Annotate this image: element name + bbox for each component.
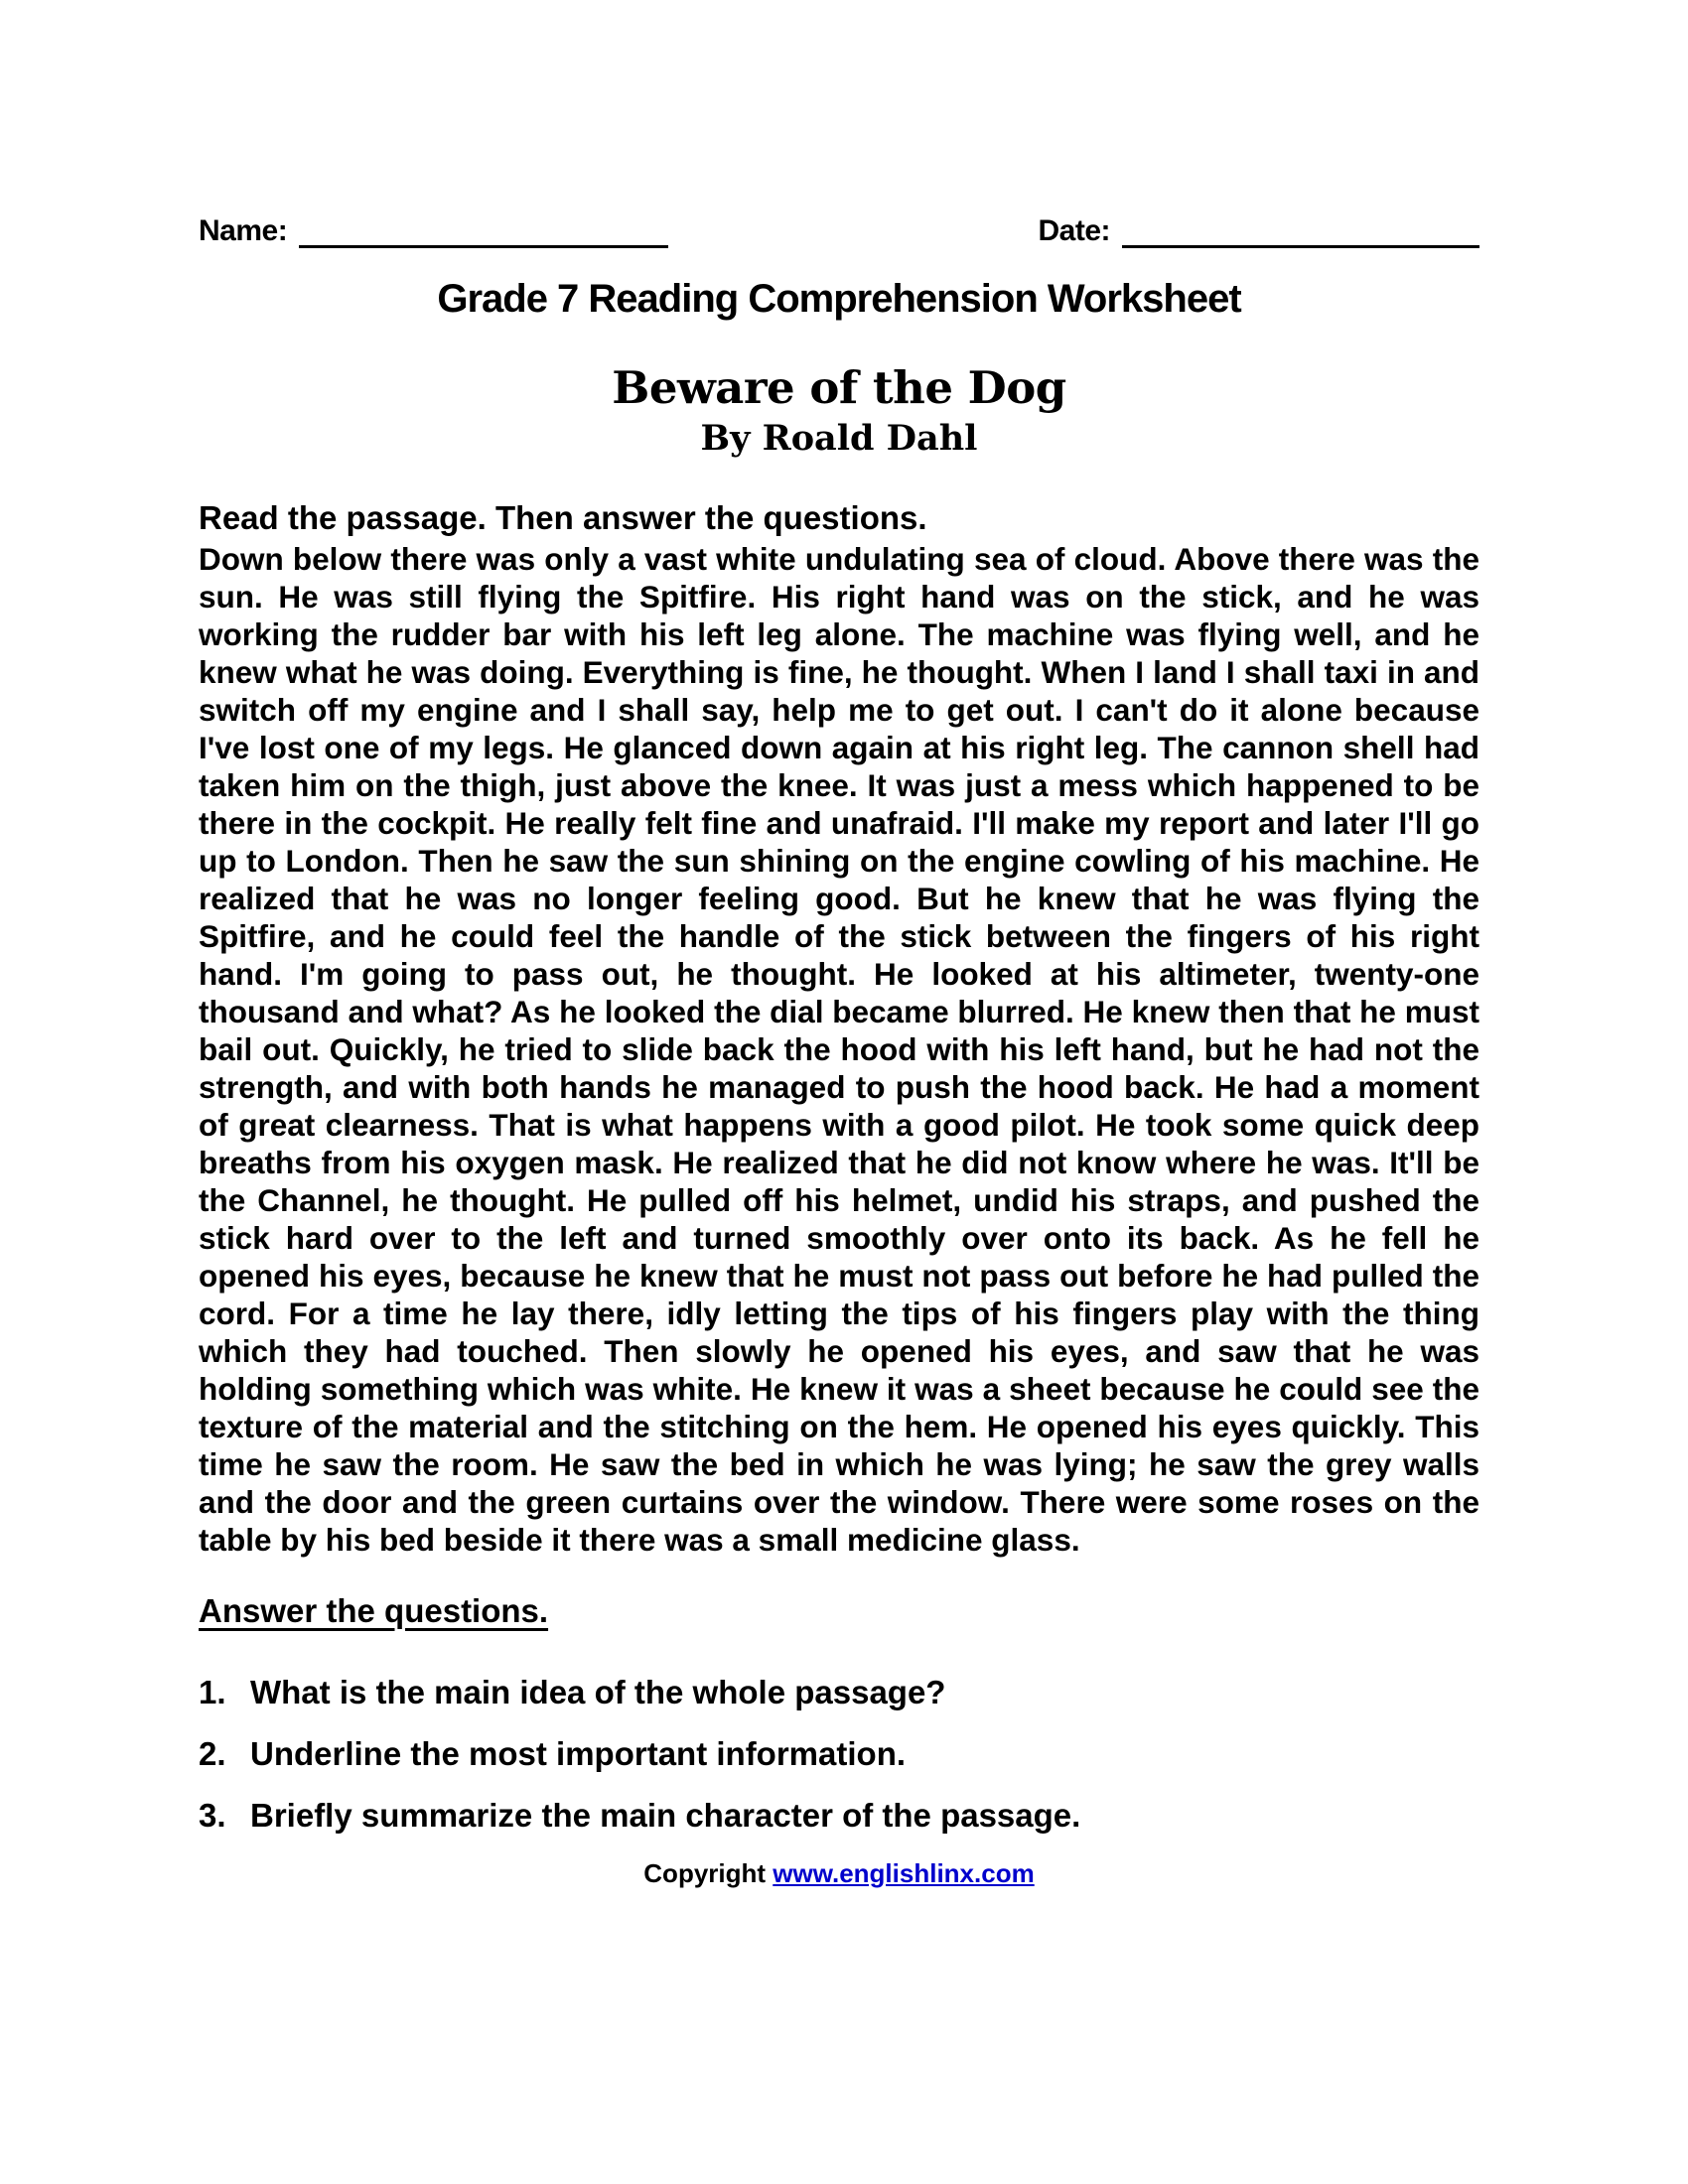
passage-title: Beware of the Dog <box>612 361 1066 414</box>
footer <box>199 1857 1479 1889</box>
question-text: Briefly summarize the main character of the passage. <box>250 1797 1081 1834</box>
name-field-group <box>199 214 668 248</box>
passage-body: Down below there was only a vast white undulating sea of cloud. Above there was the sun. He was still flying the Spitfire. His right hand was on the stick, and he was working the rudder bar with his left leg alone. The machine was flying well, and he knew what he was doing. Everything is fine, he thought. When I land I shall taxi in and switch off my engine and I shall say, help me to get out. I can't do it alone because I've lost one of my legs. He glanced down again at his right leg. The cannon shell had taken him on the thigh, just above the knee. It was just a mess which happened to be there in the cockpit. He really felt fine and unafraid. I'll make my report and later I'll go up to London. Then he saw the sun shining on the engine cowling of his machine. He realized that he was no longer feeling good. But he knew that he was flying the Spitfire, and he could feel the handle of the stick between the fingers of his right hand. I'm going to pass out, he thought. He looked at his altimeter, twenty-one thousand and what? As he looked the dial became blurred. He knew then that he must bail out. Quickly, he tried to slide back the hood with his left hand, but he had not the strength, and with both hands he managed to push the hood back. He had a moment of great clearness. That is what happens with a good pilot. He took some quick deep breaths from his oxygen mask. He realized that he did not know where he was. It'll be the Channel, he thought. He pulled off his helmet, undid his straps, and pushed the stick hard over to the left and turned smoothly over onto its back. As he fell he opened his eyes, because he knew that he must not pass out before he had pulled the cord. For a time he lay there, idly letting the tips of his fingers play with the thing which they had touched. Then slowly he opened his eyes, and saw that he was holding something which was white. He knew it was a sheet because he could see the texture of the material and the stitching on the hem. He opened his eyes quickly. This time he saw the room. He saw the bed in which he was lying; he saw the grey walls and the door and the green curtains over the window. There were some roses on the table by his bed beside it there was a small medicine glass. <box>199 541 1479 1558</box>
question-row <box>199 1796 1479 1836</box>
date-label: Date: <box>1038 214 1110 247</box>
question-row <box>199 1734 1479 1774</box>
name-label: Name: <box>199 214 288 247</box>
header-row <box>199 204 1479 248</box>
copyright-link[interactable]: www.englishlinx.com <box>773 1858 1035 1888</box>
question-number: 2. <box>199 1735 226 1772</box>
date-blank-line <box>1122 215 1479 248</box>
question-number: 3. <box>199 1797 226 1834</box>
question-text: Underline the most important information. <box>250 1735 907 1772</box>
copyright-label: Copyright <box>643 1858 774 1888</box>
question-text: What is the main idea of the whole passage? <box>250 1674 946 1710</box>
date-field-group <box>1038 214 1479 248</box>
question-number: 1. <box>199 1674 226 1710</box>
question-row <box>199 1673 1479 1712</box>
question-list <box>199 1673 1479 1836</box>
worksheet-title: Grade 7 Reading Comprehension Worksheet <box>437 277 1241 321</box>
answer-section-heading <box>199 1591 1479 1631</box>
name-blank-line <box>299 215 668 248</box>
passage-instructions: Read the passage. Then answer the questions. <box>199 499 927 536</box>
passage-author: By Roald Dahl <box>700 418 978 459</box>
answer-section-heading-text: Answer the questions. <box>199 1592 549 1629</box>
